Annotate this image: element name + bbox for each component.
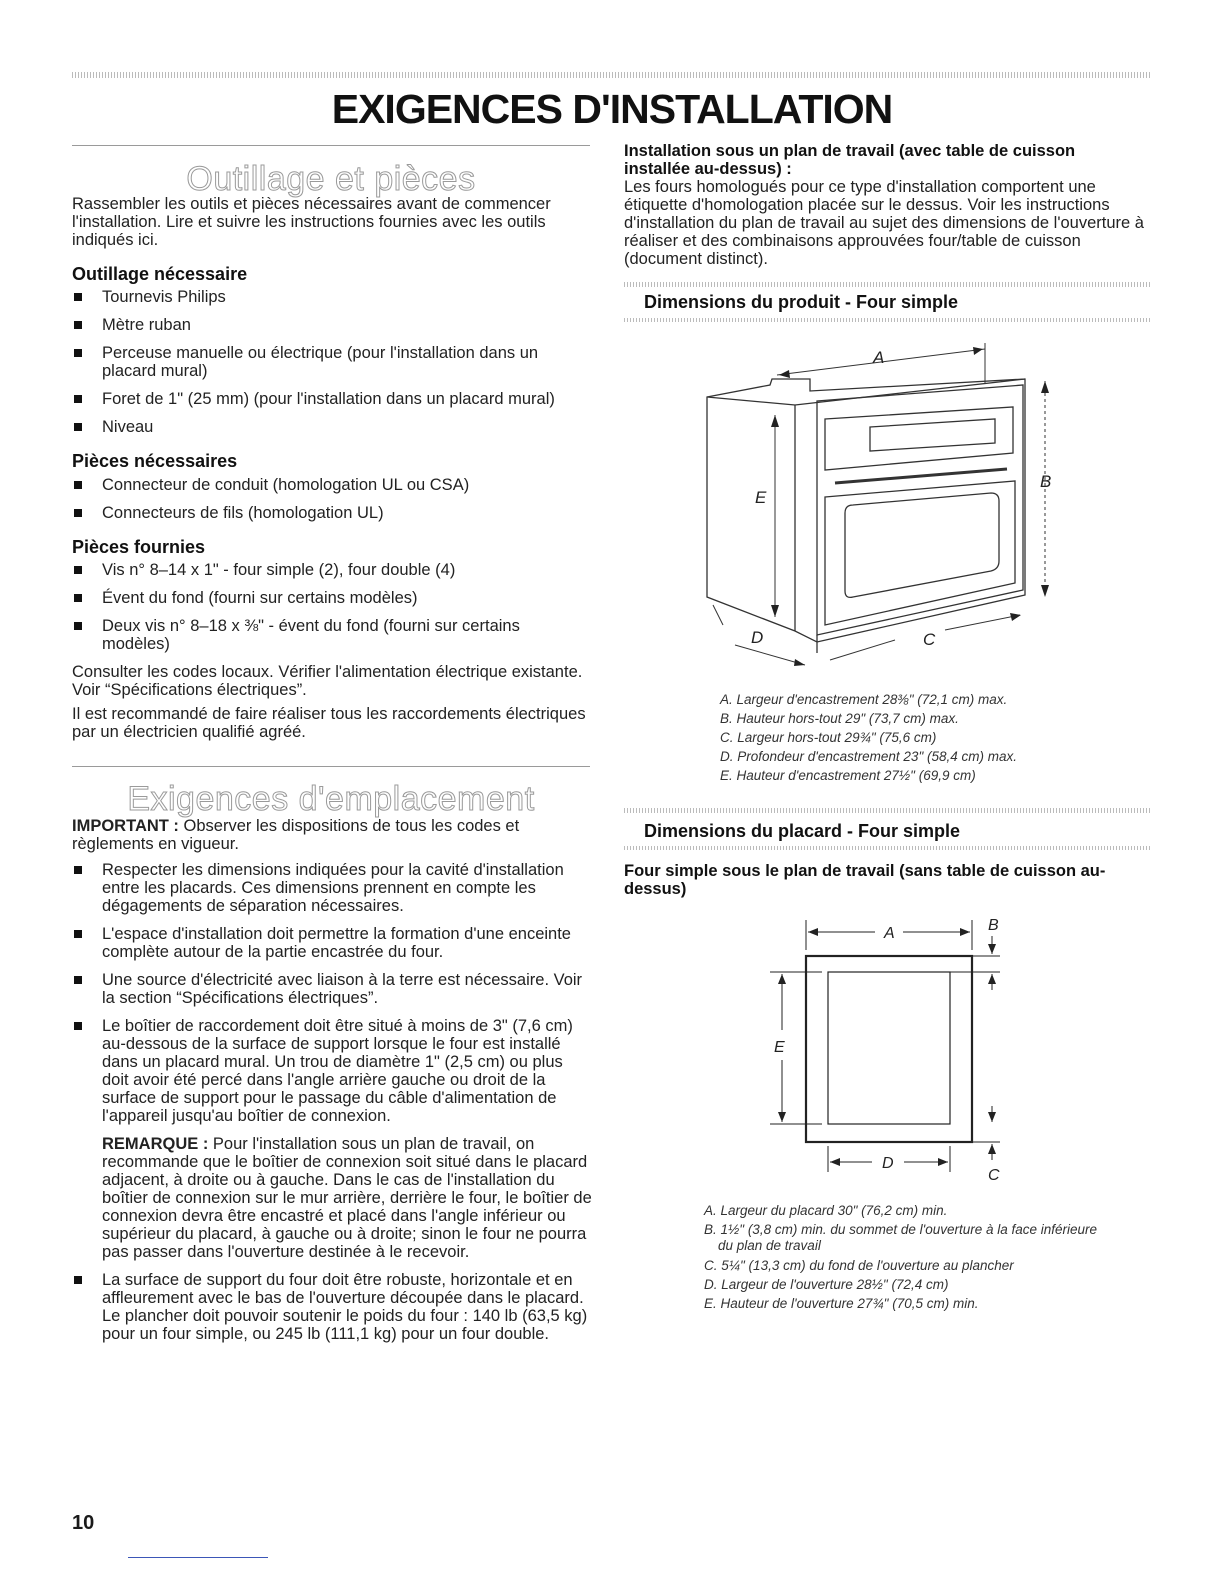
parts-supplied-list xyxy=(72,561,592,653)
tools-heading: Outillage et pièces xyxy=(186,160,476,198)
caption: B. Hauteur hors-tout 29" (73,7 cm) max. xyxy=(720,711,959,726)
location-list-last xyxy=(72,1271,592,1343)
label-e: E xyxy=(774,1039,785,1056)
section-dotted-rule xyxy=(624,808,1152,813)
cabinet-subtitle: Four simple sous le plan de travail (sans table de cuisson au-dessus) xyxy=(624,862,1106,898)
control-panel xyxy=(825,407,1013,470)
arrowhead xyxy=(1041,585,1049,597)
under-counter-text: Les fours homologués pour ce type d'installation comportent une étiquette d'homologation placée sur le dessus. Voir les instructions d'installation du plan de travail au sujet des dimensions de l'ouverture à réaliser et des combinaisons approuvées four/table de cuisson (document distinct). xyxy=(624,178,1144,268)
list-item: Respecter les dimensions indiquées pour la cavité d'installation entre les placards. Ces dimensions prennent en compte les dégagements de séparation nécessaires. xyxy=(72,861,592,915)
door-handle xyxy=(835,469,1007,483)
label-a: A xyxy=(873,348,885,367)
arrowhead xyxy=(808,928,818,936)
arrowhead xyxy=(988,974,996,984)
location-heading: Exigences d'emplacement xyxy=(127,780,535,818)
arrowhead xyxy=(830,1158,840,1166)
tools-needed-list xyxy=(72,288,592,436)
section-divider xyxy=(72,766,590,767)
section-divider xyxy=(72,145,590,146)
list-item: Deux vis n° 8–18 x ⅜" - évent du fond (fourni sur certains modèles) xyxy=(72,617,562,653)
caption: A. Largeur d'encastrement 28⅜" (72,1 cm) max. xyxy=(720,692,1008,707)
electrician-text: Il est recommandé de faire réaliser tous les raccordements électriques par un électricien qualifié agréé. xyxy=(72,705,586,741)
cabinet-outline xyxy=(806,956,972,1142)
arrowhead xyxy=(1041,381,1049,393)
cabinet-captions xyxy=(704,1201,1104,1313)
list-item: Vis n° 8–14 x 1" - four simple (2), four double (4) xyxy=(72,561,592,579)
product-captions xyxy=(720,690,1140,785)
arrowhead xyxy=(988,1144,996,1154)
door-window xyxy=(845,493,999,597)
under-counter-title: Installation sous un plan de travail (avec table de cuisson installée au-dessus) : xyxy=(624,142,1076,178)
caption: A. Largeur du placard 30" (76,2 cm) min. xyxy=(704,1203,948,1218)
tools-needed-title: Outillage nécessaire xyxy=(72,264,248,284)
tools-intro: Rassembler les outils et pièces nécessaires avant de commencer l'installation. Lire et suivre les instructions fournies avec les outils indiqués ici. xyxy=(72,195,551,249)
location-list xyxy=(72,861,592,1125)
list-item: La surface de support du four doit être robuste, horizontale et en affleurement avec le bas de l'ouverture découpée dans le placard. Le plancher doit pouvoir soutenir le poids du four : 140 lb (63,5 kg) pour un four simple, ou 245 lb (111,1 kg) pour un four double. xyxy=(72,1271,592,1343)
tools-section xyxy=(72,195,592,741)
list-item: Une source d'électricité avec liaison à la terre est nécessaire. Voir la section “Spécifications électriques”. xyxy=(72,971,592,1007)
label-b: B xyxy=(1040,472,1052,491)
list-item: Mètre ruban xyxy=(72,316,592,334)
section-dotted-rule xyxy=(624,846,1152,850)
note-text: Pour l'installation sous un plan de travail, on recommande que le boîtier de connexion soit situé dans le placard adjacent, à droite ou à gauche. Dans le cas de l'installation du boîtier de connexion sur le mur arrière, derrière le four, le boîtier de connexion devra être encastré et placé dans l'angle inférieur ou supérieur du placard, à gauche ou à droite; sinon le four ne pourra pas passer dans l'ouverture destinée à le recevoir. xyxy=(102,1135,592,1261)
location-section xyxy=(72,817,592,1343)
caption: D. Profondeur d'encastrement 23" (58,4 cm) max. xyxy=(720,749,1017,764)
arrowhead xyxy=(771,415,779,427)
list-item: Perceuse manuelle ou électrique (pour l'installation dans un placard mural) xyxy=(72,344,592,380)
under-counter-section xyxy=(624,142,1144,268)
product-dims-title: Dimensions du produit - Four simple xyxy=(644,292,959,312)
note-label: REMARQUE : xyxy=(102,1135,209,1153)
list-item: Foret de 1" (25 mm) (pour l'installation dans un placard mural) xyxy=(72,390,592,408)
page-title: EXIGENCES D'INSTALLATION xyxy=(331,86,893,132)
top-dotted-rule xyxy=(72,72,1152,78)
caption: D. Largeur de l'ouverture 28½" (72,4 cm) xyxy=(704,1277,949,1292)
list-item: Le boîtier de raccordement doit être situé à moins de 3" (7,6 cm) au-dessous de la surface de support lorsque le four est installé dans un placard mural. Un trou de diamètre 1" (2,5 cm) ou plus doit avoir été percé dans l'angle arrière gauche ou droit de la surface de support pour le passage du câble d'alimentation de l'appareil jusqu'au boîtier de connexion. xyxy=(72,1017,592,1125)
caption: E. Hauteur de l'ouverture 27¾" (70,5 cm) min. xyxy=(704,1296,979,1311)
label-c: C xyxy=(923,630,936,649)
arrowhead xyxy=(771,605,779,617)
footer-line xyxy=(128,1557,268,1558)
arrowhead xyxy=(988,944,996,954)
arrowhead xyxy=(973,347,983,355)
caption: E. Hauteur d'encastrement 27½" (69,9 cm) xyxy=(720,768,976,783)
caption: C. 5¼" (13,3 cm) du fond de l'ouverture au plancher xyxy=(704,1258,1014,1273)
parts-needed-list xyxy=(72,476,592,522)
parts-needed-title: Pièces nécessaires xyxy=(72,451,238,471)
label-d: D xyxy=(882,1155,894,1172)
arrowhead xyxy=(778,1112,786,1122)
note-paragraph xyxy=(72,1135,592,1261)
section-dotted-rule xyxy=(624,282,1152,287)
list-item: Niveau xyxy=(72,418,592,436)
extension-line xyxy=(950,956,1000,972)
label-a: A xyxy=(884,925,895,942)
cabinet-opening xyxy=(828,972,950,1124)
arrowhead xyxy=(988,1112,996,1122)
arrowhead xyxy=(778,974,786,984)
label-c: C xyxy=(988,1167,1000,1184)
list-item: Connecteur de conduit (homologation UL ou CSA) xyxy=(72,476,592,494)
arrowhead xyxy=(960,928,970,936)
arrowhead xyxy=(1010,613,1021,621)
arrowhead xyxy=(794,659,805,666)
arrowhead xyxy=(779,370,790,378)
label-b: B xyxy=(988,917,999,934)
important-paragraph xyxy=(72,817,592,853)
important-text: Observer les dispositions de tous les codes et règlements en vigueur. xyxy=(72,817,520,853)
list-item: Connecteurs de fils (homologation UL) xyxy=(72,504,592,522)
label-d: D xyxy=(751,628,764,647)
cabinet-diagram xyxy=(760,910,1020,1190)
oven-outline xyxy=(707,379,1025,642)
cabinet-dims-title: Dimensions du placard - Four simple xyxy=(644,821,961,841)
page-number: 10 xyxy=(72,1512,95,1534)
important-label: IMPORTANT : xyxy=(72,817,179,835)
caption: C. Largeur hors-tout 29¾" (75,6 cm) xyxy=(720,730,937,745)
list-item: L'espace d'installation doit permettre la formation d'une enceinte complète autour de la partie encastrée du four. xyxy=(72,925,592,961)
local-codes-text: Consulter les codes locaux. Vérifier l'alimentation électrique existante. Voir “Spécifications électriques”. xyxy=(72,663,583,699)
section-dotted-rule xyxy=(624,318,1152,322)
oven-product-diagram xyxy=(695,335,1075,685)
display-window xyxy=(870,419,995,451)
parts-supplied-title: Pièces fournies xyxy=(72,537,206,557)
label-e: E xyxy=(755,488,767,507)
oven-top-edge xyxy=(707,379,1025,405)
arrowhead xyxy=(938,1158,948,1166)
list-item: Évent du fond (fourni sur certains modèles) xyxy=(72,589,592,607)
caption: B. 1½" (3,8 cm) min. du sommet de l'ouverture à la face inférieure du plan de travail xyxy=(704,1222,1098,1253)
list-item: Tournevis Philips xyxy=(72,288,592,306)
